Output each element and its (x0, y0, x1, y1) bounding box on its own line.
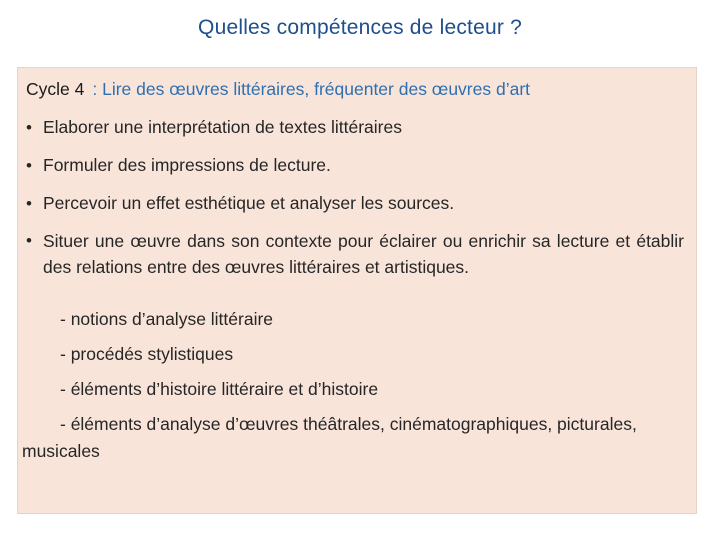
sub-item: - éléments d’analyse d’œuvres théâtrales, cinématographiques, picturales, musicales (22, 414, 637, 461)
bullet-item (18, 188, 698, 219)
slide-title: Quelles compétences de lecteur ? (198, 16, 522, 39)
bullet-icon: • (26, 118, 32, 137)
cycle-description: : Lire des œuvres littéraires, fréquenter des œuvres d’art (92, 79, 531, 99)
cycle-label: Cycle 4 (26, 79, 85, 99)
bullet-icon: • (26, 231, 32, 250)
bullet-item (18, 226, 698, 280)
bullet-item (18, 150, 698, 181)
bullet-text: Elaborer une interprétation de textes littéraires (43, 117, 402, 137)
bullet-icon: • (26, 156, 32, 175)
cycle-heading (26, 79, 530, 100)
bullet-text: Formuler des impressions de lecture. (43, 155, 331, 175)
bullet-text: Situer une œuvre dans son contexte pour éclairer ou enrichir sa lecture et établir des relations entre des œuvres littéraires et artistiques. (43, 231, 684, 277)
sub-item: - éléments d’histoire littéraire et d’histoire (60, 379, 379, 399)
sub-item: - notions d’analyse littéraire (60, 309, 274, 329)
content-box (17, 67, 697, 514)
bullet-icon: • (26, 194, 32, 213)
sub-item: - procédés stylistiques (60, 344, 234, 364)
bullet-list (18, 112, 698, 287)
sub-item-list (18, 302, 698, 465)
bullet-item (18, 112, 698, 143)
bullet-text: Percevoir un effet esthétique et analyser les sources. (43, 193, 455, 213)
